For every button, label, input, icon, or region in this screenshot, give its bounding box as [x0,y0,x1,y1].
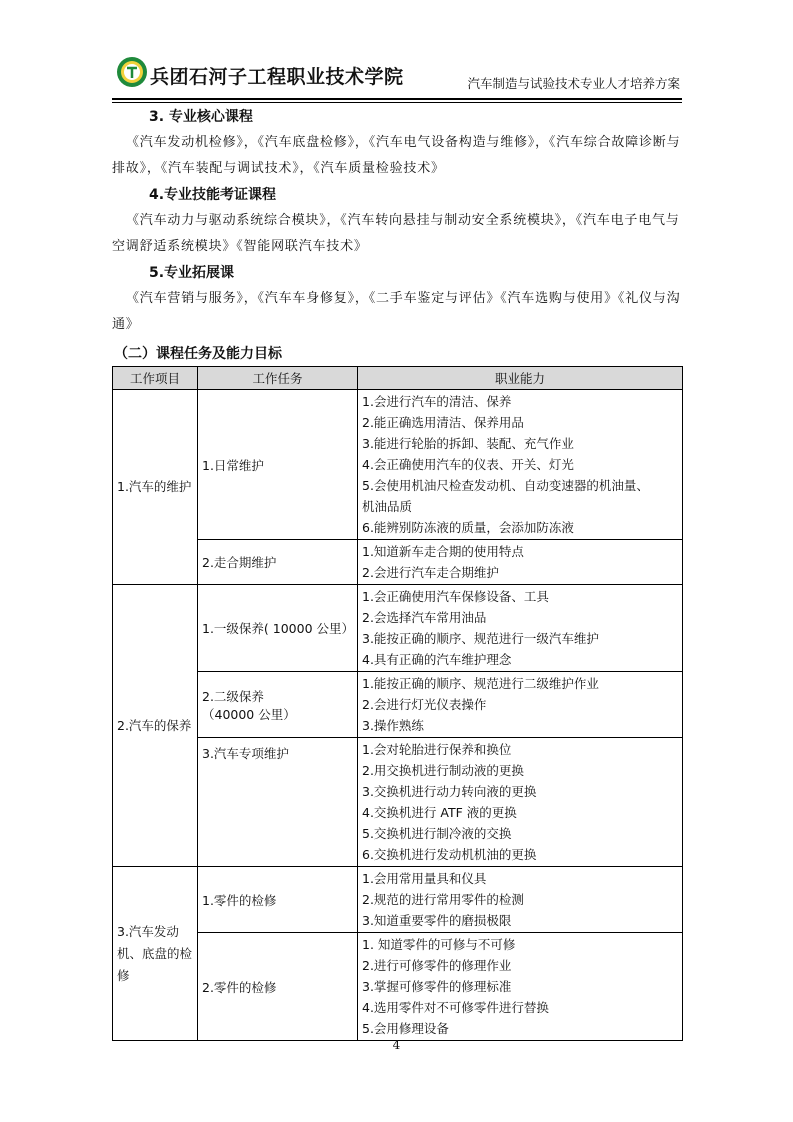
ability-item: 6.能辨别防冻液的质量，会添加防冻液 [362,520,574,535]
task-cell: 2.走合期维护 [198,540,358,585]
page-header [112,48,682,98]
ability-item: 2.进行可修零件的修理作业 [362,958,512,973]
ability-item: 机油品质 [362,499,413,514]
task-name-detail: （40000 公里） [202,706,296,722]
table-row [113,390,683,540]
ability-cell [358,540,683,585]
ability-item: 5.会使用机油尺检查发动机、自动变速器的机油量、 [362,478,649,493]
section-text-core: 《汽车发动机检修》，《汽车底盘检修》，《汽车电气设备构造与维修》，《汽车综合故障诊断与排故》，《汽车装配与调试技术》，《汽车质量检验技术》 [112,135,681,176]
ability-item: 4.具有正确的汽车维护理念 [362,652,512,667]
ability-item: 2.会选择汽车常用油品 [362,610,487,625]
ability-item: 4.选用零件对不可修零件进行替换 [362,1000,549,1015]
ability-item: 1.会对轮胎进行保养和换位 [362,742,512,757]
project-cell: 2.汽车的保养 [113,585,198,867]
ability-item: 2.规范的进行常用零件的检测 [362,892,524,907]
project-cell: 1.汽车的维护 [113,390,198,585]
table-header-row [113,367,683,390]
ability-item: 3.掌握可修零件的修理标准 [362,979,512,994]
task-cell: 3.汽车专项维护 [198,738,358,867]
section-heading-core: 3. 专业核心课程 [149,109,253,125]
column-header-task: 工作任务 [198,367,358,390]
ability-item: 3.操作熟练 [362,718,424,733]
section-heading-extension: 5.专业拓展课 [149,265,235,281]
ability-item: 2.用交换机进行制动液的更换 [362,763,524,778]
ability-cell [358,867,683,933]
ability-item: 1. 知道零件的可修与不可修 [362,937,516,952]
table-row [113,738,683,867]
document-title: 汽车制造与试验技术专业人才培养方案 [467,76,680,91]
ability-cell [358,738,683,867]
table-row [113,585,683,672]
table-section-title: （二）课程任务及能力目标 [114,346,282,362]
school-logo-icon [116,56,148,88]
ability-cell [358,933,683,1041]
task-cell: 1.一级保养( 10000 公里） [198,585,358,672]
section-heading-certification: 4.专业技能考证课程 [149,187,277,203]
ability-item: 5.会用修理设备 [362,1021,449,1036]
ability-item: 6.交换机进行发动机机油的更换 [362,847,537,862]
header-rule-thin [112,102,682,103]
ability-item: 3.交换机进行动力转向液的更换 [362,784,537,799]
section-text-extension: 《汽车营销与服务》，《汽车车身修复》，《二手车鉴定与评估》《汽车选购与使用》《礼仪与沟通》 [112,291,681,332]
ability-item: 2.会进行灯光仪表操作 [362,697,487,712]
column-header-project: 工作项目 [113,367,198,390]
ability-item: 4.交换机进行 ATF 液的更换 [362,805,517,820]
task-cell: 1.零件的检修 [198,867,358,933]
school-name: 兵团石河子工程职业技术学院 [150,66,404,88]
ability-item: 4.会正确使用汽车的仪表、开关、灯光 [362,457,574,472]
section-text-certification: 《汽车动力与驱动系统综合模块》，《汽车转向悬挂与制动安全系统模块》，《汽车电子电气与空调舒适系统模块》《智能网联汽车技术》 [112,213,680,254]
ability-item: 1.能按正确的顺序、规范进行二级维护作业 [362,676,599,691]
task-cell: 2.零件的检修 [198,933,358,1041]
ability-item: 5.交换机进行制冷液的交换 [362,826,512,841]
page-number: 4 [392,1038,401,1052]
ability-item: 3.能按正确的顺序、规范进行一级汽车维护 [362,631,599,646]
ability-cell [358,390,683,540]
table-row [113,540,683,585]
ability-item: 2.会进行汽车走合期维护 [362,565,499,580]
course-task-table [112,366,683,1041]
ability-item: 3.能进行轮胎的拆卸、装配、充气作业 [362,436,574,451]
page-content [112,104,682,1041]
project-cell: 3.汽车发动机、底盘的检修 [113,867,198,1041]
task-name: 2.二级保养 [202,688,264,704]
table-row [113,933,683,1041]
table-row [113,672,683,738]
ability-item: 1.会用常用量具和仪具 [362,871,487,886]
ability-cell [358,672,683,738]
header-rule [112,98,682,100]
table-row [113,867,683,933]
ability-item: 2.能正确选用清洁、保养用品 [362,415,524,430]
ability-cell [358,585,683,672]
task-cell [198,672,358,738]
ability-item: 1.会正确使用汽车保修设备、工具 [362,589,549,604]
column-header-ability: 职业能力 [358,367,683,390]
ability-item: 1.会进行汽车的清洁、保养 [362,394,512,409]
ability-item: 3.知道重要零件的磨损极限 [362,913,512,928]
task-cell: 1.日常维护 [198,390,358,540]
ability-item: 1.知道新车走合期的使用特点 [362,544,524,559]
